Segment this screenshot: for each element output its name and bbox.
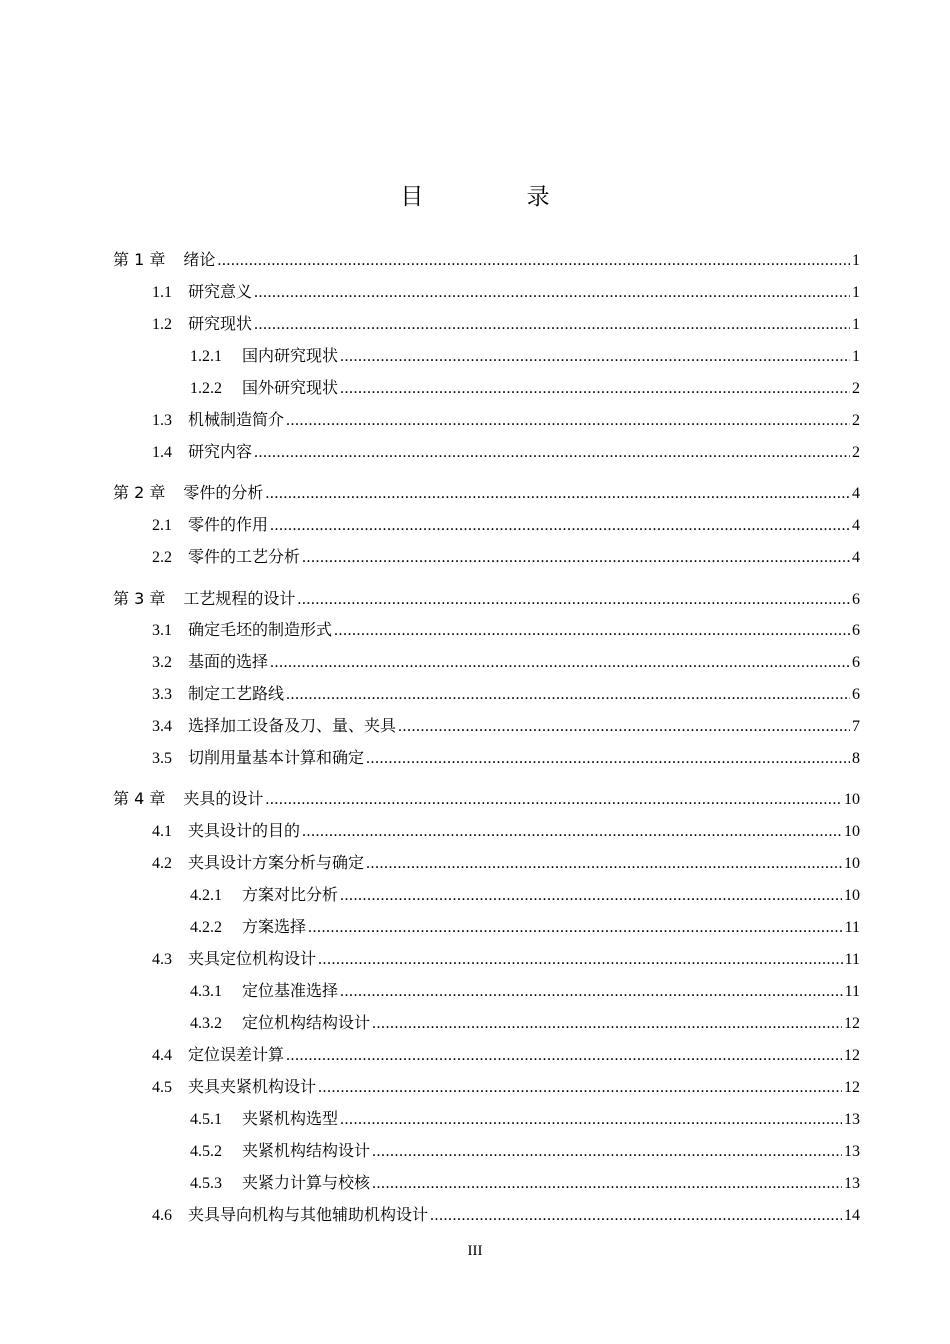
- toc-entry-page: 14: [844, 1207, 860, 1224]
- dot-leader: [302, 547, 850, 569]
- toc-entry-page: 11: [844, 951, 860, 968]
- toc-entry-page: 2: [852, 412, 860, 429]
- toc-entry[interactable]: [152, 651, 860, 673]
- toc-entry-page: 4: [852, 517, 860, 534]
- toc-entry[interactable]: [152, 747, 860, 769]
- toc-entry-label: 零件的作用: [188, 515, 269, 534]
- toc-entry-number: 4.3: [152, 951, 172, 968]
- toc-entry[interactable]: [190, 345, 860, 367]
- toc-entry-label: 绪论: [183, 250, 216, 269]
- toc-entry-label: 夹具设计的目的: [188, 821, 301, 840]
- toc-entry-number: 1.2.1: [190, 348, 222, 365]
- toc-entry-label: 零件的分析: [183, 483, 264, 502]
- toc-entry-page: 1: [852, 252, 860, 269]
- toc-entry-page: 6: [852, 622, 860, 639]
- dot-leader: [398, 716, 850, 738]
- dot-leader: [308, 917, 843, 939]
- toc-entry-number: 4.5.1: [190, 1111, 222, 1128]
- toc-entry-page: 2: [852, 380, 860, 397]
- toc-entry-number: 第 1 章: [113, 250, 166, 269]
- toc-entry-number: 1.4: [152, 444, 172, 461]
- toc-entry-number: 2.1: [152, 517, 172, 534]
- toc-entry-label: 夹具的设计: [183, 789, 264, 808]
- toc-entry-number: 3.5: [152, 750, 172, 767]
- toc-entry-label: 研究现状: [188, 314, 253, 333]
- toc-entry-number: 4.5.3: [190, 1175, 222, 1192]
- toc-entry[interactable]: [190, 1012, 860, 1034]
- toc-entry[interactable]: [190, 377, 860, 399]
- toc-entry-label: 零件的工艺分析: [188, 547, 301, 566]
- toc-entry-label: 切削用量基本计算和确定: [188, 748, 365, 767]
- toc-entry-page: 6: [852, 686, 860, 703]
- toc-entry-number: 3.1: [152, 622, 172, 639]
- toc-entry-label: 夹具定位机构设计: [188, 949, 317, 968]
- toc-entry-label: 夹具设计方案分析与确定: [188, 853, 365, 872]
- toc-entry-number: 第 4 章: [113, 789, 166, 808]
- dot-leader: [430, 1205, 842, 1227]
- page-title: 目 录: [400, 184, 598, 210]
- toc-entry-page: 13: [844, 1143, 860, 1160]
- toc-entry-number: 4.2.1: [190, 887, 222, 904]
- toc-entry[interactable]: [152, 1076, 860, 1098]
- dot-leader: [340, 378, 850, 400]
- toc-entry-number: 第 2 章: [113, 483, 166, 502]
- toc-entry-page: 1: [852, 284, 860, 301]
- toc-entry[interactable]: [113, 249, 860, 271]
- dot-leader: [340, 346, 850, 368]
- toc-entry-label: 夹紧机构结构设计: [242, 1141, 371, 1160]
- dot-leader: [340, 981, 843, 1003]
- toc-entry[interactable]: [152, 852, 860, 874]
- dot-leader: [302, 821, 842, 843]
- toc-entry-label: 制定工艺路线: [188, 684, 285, 703]
- toc-entry-label: 夹具导向机构与其他辅助机构设计: [188, 1205, 429, 1224]
- toc-entry[interactable]: [152, 409, 860, 431]
- toc-entry-label: 研究意义: [188, 282, 253, 301]
- toc-entry-label: 国内研究现状: [242, 346, 339, 365]
- toc-entry[interactable]: [152, 715, 860, 737]
- toc-entry-number: 1.2: [152, 316, 172, 333]
- toc-entry[interactable]: [152, 1204, 860, 1226]
- toc-entry-page: 1: [852, 316, 860, 333]
- toc-entry-page: 12: [844, 1047, 860, 1064]
- toc-entry[interactable]: [152, 1044, 860, 1066]
- dot-leader: [270, 652, 850, 674]
- dot-leader: [340, 1109, 842, 1131]
- dot-leader: [318, 949, 843, 971]
- toc-entry[interactable]: [152, 441, 860, 463]
- toc-entry-number: 4.2.2: [190, 919, 222, 936]
- dot-leader: [340, 885, 842, 907]
- toc-entry[interactable]: [190, 1172, 860, 1194]
- dot-leader: [286, 1045, 842, 1067]
- toc-entry-label: 夹具夹紧机构设计: [188, 1077, 317, 1096]
- toc-entry-page: 8: [852, 750, 860, 767]
- toc-entry-number: 3.4: [152, 718, 172, 735]
- toc-entry-page: 12: [844, 1079, 860, 1096]
- toc-entry-page: 11: [844, 919, 860, 936]
- toc-entry-number: 第 3 章: [113, 589, 166, 608]
- dot-leader: [372, 1141, 842, 1163]
- toc-entry-page: 6: [852, 591, 860, 608]
- toc-entry[interactable]: [152, 619, 860, 641]
- toc-entry-page: 10: [844, 855, 860, 872]
- toc-entry-page: 2: [852, 444, 860, 461]
- dot-leader: [286, 684, 850, 706]
- toc-entry-number: 1.3: [152, 412, 172, 429]
- toc-entry-label: 方案选择: [242, 917, 307, 936]
- toc-entry-number: 2.2: [152, 549, 172, 566]
- toc-entry-number: 4.1: [152, 823, 172, 840]
- dot-leader: [254, 442, 850, 464]
- toc-entry-number: 4.5: [152, 1079, 172, 1096]
- toc-entry-label: 夹紧机构选型: [242, 1109, 339, 1128]
- toc-entry-number: 1.2.2: [190, 380, 222, 397]
- toc-entry[interactable]: [152, 313, 860, 335]
- dot-leader: [217, 250, 850, 272]
- toc-entry-page: 10: [844, 887, 860, 904]
- toc-entry[interactable]: [190, 884, 860, 906]
- toc-entry-number: 4.2: [152, 855, 172, 872]
- toc-entry-number: 3.2: [152, 654, 172, 671]
- toc-entry-label: 研究内容: [188, 442, 253, 461]
- toc-entry-number: 4.4: [152, 1047, 172, 1064]
- dot-leader: [372, 1013, 842, 1035]
- toc-entry-page: 7: [852, 718, 860, 735]
- toc-entry-page: 4: [852, 549, 860, 566]
- toc-entry[interactable]: [190, 1140, 860, 1162]
- dot-leader: [254, 282, 850, 304]
- toc-entry[interactable]: [190, 1108, 860, 1130]
- toc-entry-page: 10: [844, 823, 860, 840]
- dot-leader: [318, 1077, 842, 1099]
- toc-entry-number: 4.3.1: [190, 983, 222, 1000]
- dot-leader: [366, 853, 842, 875]
- toc-entry[interactable]: [152, 281, 860, 303]
- toc-entry[interactable]: [113, 588, 860, 610]
- toc-entry[interactable]: [152, 820, 860, 842]
- toc-entry-label: 机械制造简介: [188, 410, 285, 429]
- toc-entry[interactable]: [190, 916, 860, 938]
- toc-entry-label: 确定毛坯的制造形式: [188, 620, 333, 639]
- toc-entry-number: 4.5.2: [190, 1143, 222, 1160]
- dot-leader: [286, 410, 850, 432]
- toc-entry[interactable]: [152, 948, 860, 970]
- dot-leader: [265, 483, 850, 505]
- page-number-footer: III: [467, 1243, 483, 1259]
- toc-entry-label: 定位机构结构设计: [242, 1013, 371, 1032]
- toc-entry-label: 基面的选择: [188, 652, 269, 671]
- toc-entry[interactable]: [113, 482, 860, 504]
- toc-entry-page: 13: [844, 1111, 860, 1128]
- toc-entry[interactable]: [152, 514, 860, 536]
- toc-entry-page: 10: [844, 791, 860, 808]
- toc-entry-label: 定位误差计算: [188, 1045, 285, 1064]
- toc-entry[interactable]: [113, 788, 860, 810]
- toc-entry-page: 13: [844, 1175, 860, 1192]
- toc-entry[interactable]: [152, 546, 860, 568]
- dot-leader: [297, 589, 850, 611]
- toc-entry-label: 选择加工设备及刀、量、夹具: [188, 716, 397, 735]
- dot-leader: [254, 314, 850, 336]
- toc-entry-label: 方案对比分析: [242, 885, 339, 904]
- toc-entry-label: 夹紧力计算与校核: [242, 1173, 371, 1192]
- toc-entry[interactable]: [190, 980, 860, 1002]
- toc-entry-number: 1.1: [152, 284, 172, 301]
- toc-entry-label: 工艺规程的设计: [183, 589, 296, 608]
- toc-entry-label: 定位基准选择: [242, 981, 339, 1000]
- dot-leader: [334, 620, 850, 642]
- toc-entry[interactable]: [152, 683, 860, 705]
- dot-leader: [270, 515, 850, 537]
- toc-entry-page: 1: [852, 348, 860, 365]
- toc-entry-page: 12: [844, 1015, 860, 1032]
- toc-entry-number: 3.3: [152, 686, 172, 703]
- dot-leader: [366, 748, 850, 770]
- toc-entry-number: 4.3.2: [190, 1015, 222, 1032]
- toc-entry-page: 6: [852, 654, 860, 671]
- dot-leader: [372, 1173, 842, 1195]
- dot-leader: [265, 789, 842, 811]
- toc-entry-number: 4.6: [152, 1207, 172, 1224]
- toc-entry-page: 4: [852, 485, 860, 502]
- toc-entry-label: 国外研究现状: [242, 378, 339, 397]
- toc-entry-page: 11: [844, 983, 860, 1000]
